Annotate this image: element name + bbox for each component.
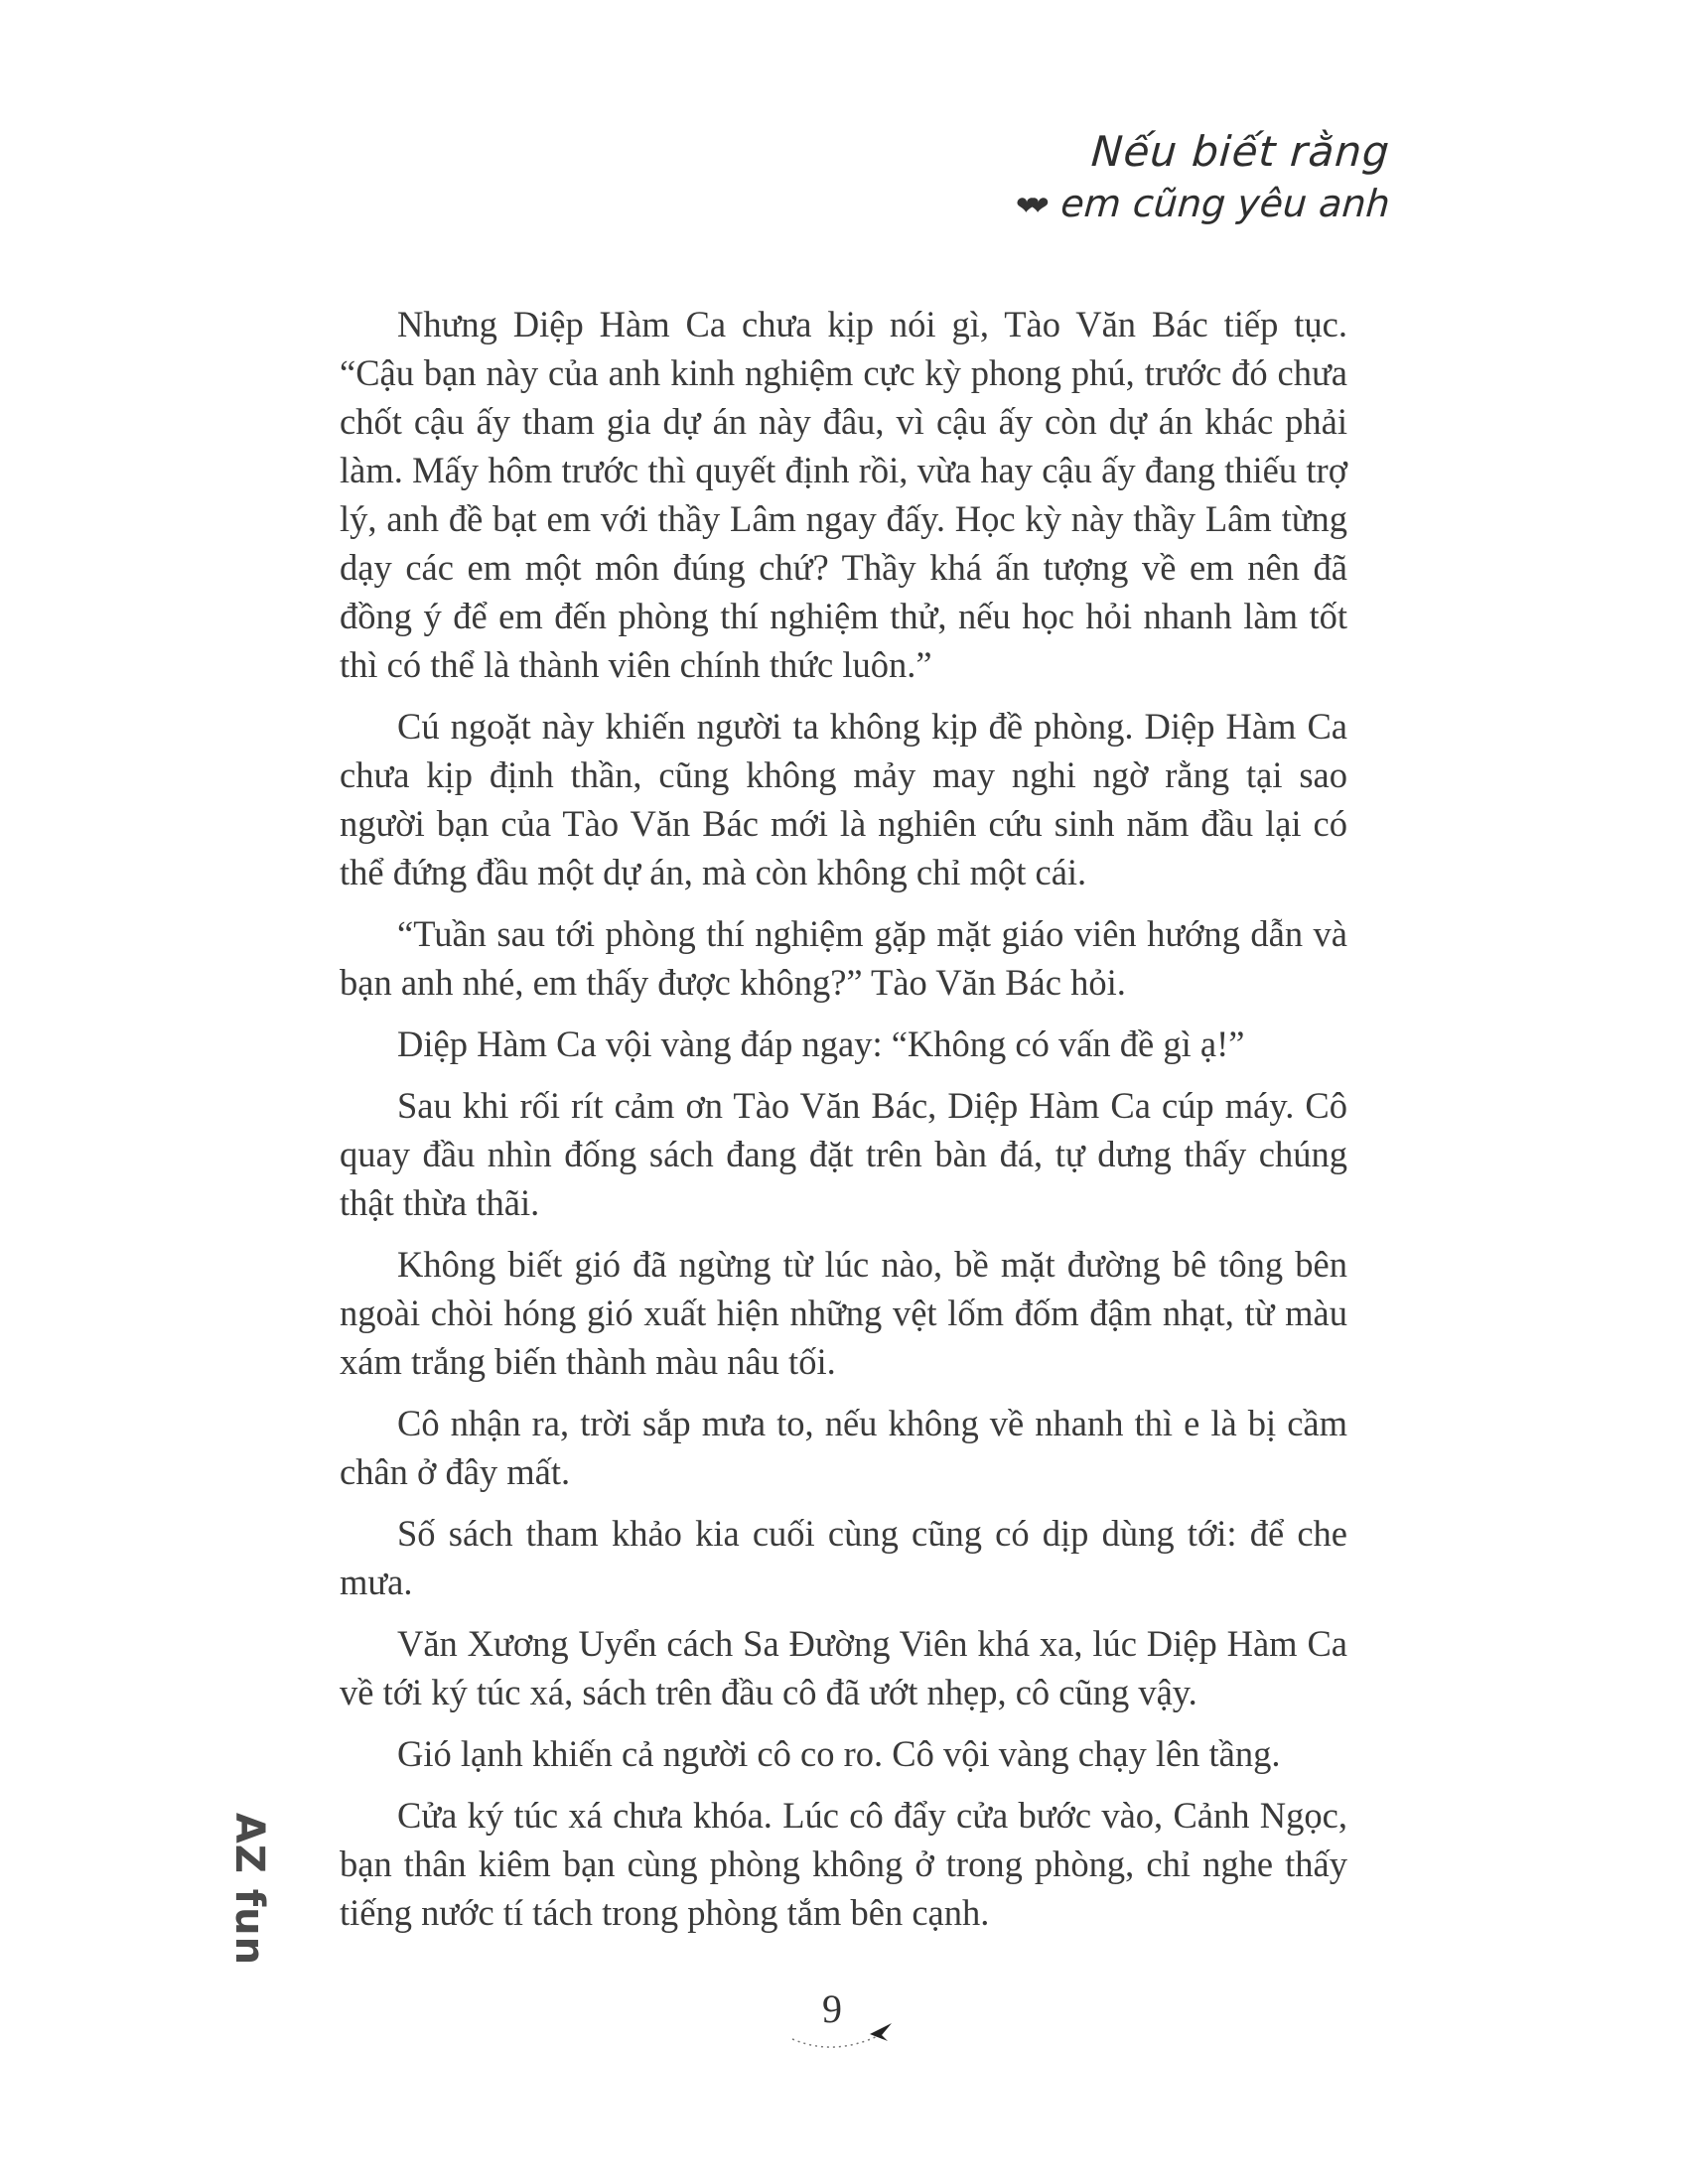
- paragraph: Gió lạnh khiến cả người cô co ro. Cô vội vàng chạy lên tầng.: [397, 1733, 1281, 1774]
- publisher-logo-text: AZ fun: [226, 1812, 273, 1967]
- header-title-line2: [1015, 182, 1392, 225]
- paragraph: Cô nhận ra, trời sắp mưa to, nếu không về nhanh thì e là bị cầm chân ở đây mất.: [340, 1403, 1347, 1492]
- page-footer: [784, 1985, 904, 2065]
- paragraph: Sau khi rối rít cảm ơn Tào Văn Bác, Diệp Hàm Ca cúp máy. Cô quay đầu nhìn đống sách đang đặt trên bàn đá, tự dưng thấy chúng thật thừa thãi.: [340, 1085, 1347, 1223]
- header-title-line1: Nếu biết rằng: [1089, 127, 1392, 176]
- paragraph: Diệp Hàm Ca vội vàng đáp ngay: “Không có vấn đề gì ạ!”: [397, 1024, 1245, 1064]
- paragraph: “Tuần sau tới phòng thí nghiệm gặp mặt giáo viên hướng dẫn và bạn anh nhé, em thấy được không?” Tào Văn Bác hỏi.: [340, 913, 1347, 1003]
- header-title-line2-text: em cũng yêu anh: [1059, 182, 1392, 225]
- paragraph: Cú ngoặt này khiến người ta không kịp đề phòng. Diệp Hàm Ca chưa kịp định thần, cũng không mảy may nghi ngờ rằng tại sao người bạn của Tào Văn Bác mới là nghiên cứu sinh năm đầu lại có thể đứng đầu một dự án, mà còn không chỉ một cái.: [340, 706, 1347, 892]
- paragraph: Số sách tham khảo kia cuối cùng cũng có dịp dùng tới: để che mưa.: [340, 1513, 1347, 1602]
- paragraph: Nhưng Diệp Hàm Ca chưa kịp nói gì, Tào Văn Bác tiếp tục. “Cậu bạn này của anh kinh nghiệm cực kỳ phong phú, trước đó chưa chốt cậu ấy tham gia dự án này đâu, vì cậu ấy còn dự án khác phải làm. Mấy hôm trước thì quyết định rồi, vừa hay cậu ấy đang thiếu trợ lý, anh đề bạt em với thầy Lâm ngay đấy. Học kỳ này thầy Lâm từng dạy các em một môn đúng chứ? Thầy khá ấn tượng về em nên đã đồng ý để em đến phòng thí nghiệm thử, nếu học hỏi nhanh làm tốt thì có thể là thành viên chính thức luôn.”: [340, 304, 1347, 685]
- paragraph: Không biết gió đã ngừng từ lúc nào, bề mặt đường bê tông bên ngoài chòi hóng gió xuất hiện những vệt lốm đốm đậm nhạt, từ màu xám trắng biến thành màu nâu tối.: [340, 1244, 1347, 1382]
- paper-plane-icon: [784, 1985, 904, 2065]
- paragraph: Cửa ký túc xá chưa khóa. Lúc cô đẩy cửa bước vào, Cảnh Ngọc, bạn thân kiêm bạn cùng phòng không ở trong phòng, chỉ nghe thấy tiếng nước tí tách trong phòng tắm bên cạnh.: [340, 1795, 1347, 1933]
- publisher-logo: [220, 1812, 273, 1967]
- hearts-icon: ❤❤: [1014, 191, 1041, 221]
- running-header: [1016, 127, 1390, 225]
- paragraph: Văn Xương Uyển cách Sa Đường Viên khá xa, lúc Diệp Hàm Ca về tới ký túc xá, sách trên đầu cô đã ướt nhẹp, cô cũng vậy.: [340, 1623, 1347, 1712]
- chapter-body: [340, 300, 1347, 1950]
- page-number: 9: [822, 1986, 842, 2031]
